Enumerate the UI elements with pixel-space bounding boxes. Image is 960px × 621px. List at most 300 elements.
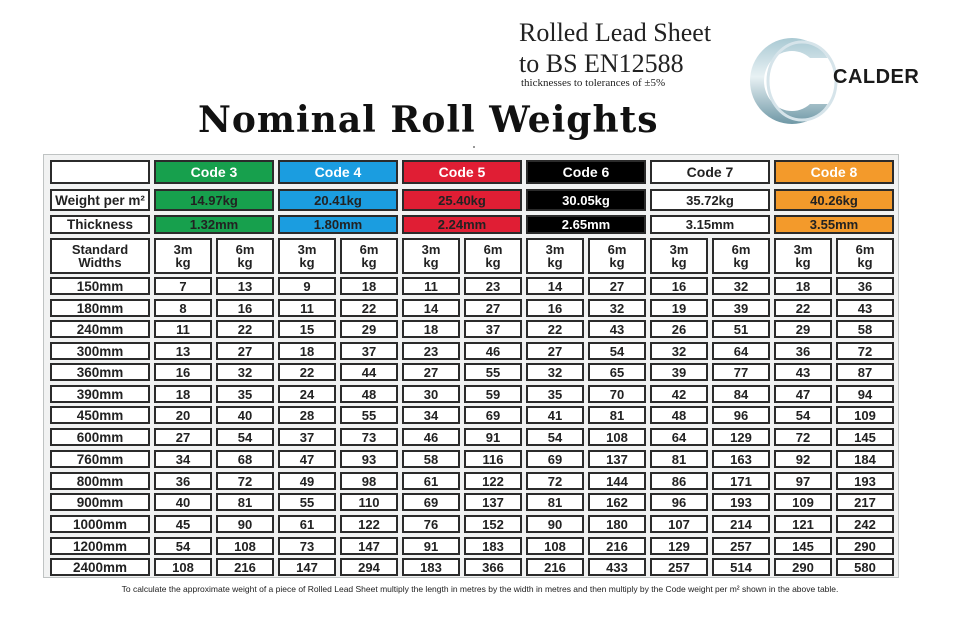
value-cell [526,320,584,338]
subheader-label [484,243,503,269]
weight-kg: 37 [361,343,377,359]
value-cell [836,515,894,533]
width-label: 2400mm [72,559,128,575]
weight-kg: 84 [733,386,749,402]
value-cell [650,428,708,446]
length-label: 3m [669,242,689,257]
weight-kg: 92 [795,451,811,467]
value-cell [774,537,832,555]
value-cell [712,277,770,295]
unit-label: kg [423,255,439,270]
value-cell [216,406,274,424]
weight-cell-code-6 [526,189,646,211]
weight-kg: 44 [361,364,377,380]
width-cell [50,472,150,490]
value-cell [588,493,646,511]
length-label: 6m [607,242,627,257]
value-cell [402,515,460,533]
code-name: Code 8 [810,163,858,180]
weight-kg: 27 [175,429,191,445]
weight-kg: 35 [547,386,563,402]
value-cell [402,428,460,446]
value-cell [278,299,336,317]
value-cell [588,320,646,338]
weight-cell-code-3 [154,189,274,211]
weight-kg: 65 [609,364,625,380]
value-cell [650,406,708,424]
weight-kg: 43 [609,321,625,337]
subheader-label [422,243,441,269]
weight-kg: 108 [172,559,194,575]
weight-kg: 22 [361,300,377,316]
value-cell [464,558,522,576]
weight-kg: 162 [606,494,628,510]
weight-kg: 39 [671,364,687,380]
weight-kg: 47 [299,451,315,467]
value-cell [464,363,522,381]
value-cell [526,406,584,424]
weight-kg: 81 [671,451,687,467]
value-cell [464,320,522,338]
thickness-cell-code-5 [402,215,522,234]
value-cell [340,537,398,555]
value-cell [526,363,584,381]
weight-kg: 36 [795,343,811,359]
value-cell [464,342,522,360]
value-cell [712,558,770,576]
value-cell [650,493,708,511]
value-cell [278,428,336,446]
weight-kg: 70 [609,386,625,402]
value-cell [836,472,894,490]
value-cell [340,558,398,576]
weight-kg: 122 [482,473,504,489]
value-cell [278,558,336,576]
weight-kg: 32 [671,343,687,359]
width-label: 800mm [76,473,124,489]
weight-kg: 27 [547,343,563,359]
weight-kg: 32 [733,278,749,294]
weight-kg: 109 [792,494,814,510]
value-cell [340,428,398,446]
value-cell [774,428,832,446]
value-cell [650,342,708,360]
value-cell [588,515,646,533]
width-cell [50,450,150,468]
subheader-code-4-3m [278,238,336,274]
value-cell [650,450,708,468]
weight-kg: 108 [234,538,256,554]
value-cell [774,450,832,468]
value-cell [588,406,646,424]
thickness-cell-code-8 [774,215,894,234]
length-label: 3m [297,242,317,257]
weight-kg: 11 [300,300,314,316]
value-cell [402,363,460,381]
value-cell [836,558,894,576]
length-label: 3m [421,242,441,257]
code-name: Code 7 [686,163,734,180]
weight-kg: 90 [237,516,253,532]
weight-kg: 27 [485,300,501,316]
code-header-5 [402,160,522,184]
weight-kg: 11 [424,278,438,294]
weight-kg: 433 [606,559,628,575]
weight-kg: 45 [175,516,191,532]
weight-kg: 64 [733,343,749,359]
thickness-value: 2.65mm [561,217,611,232]
weight-kg: 96 [671,494,687,510]
value-cell [340,450,398,468]
weight-kg: 20 [175,407,191,423]
weight-kg: 294 [358,559,380,575]
value-cell [464,537,522,555]
value-cell [402,450,460,468]
weight-kg: 116 [482,451,504,467]
weight-kg: 41 [547,407,563,423]
value-cell [402,277,460,295]
header-blank-cell [50,160,150,184]
weight-kg: 96 [733,407,749,423]
value-cell [340,385,398,403]
weight-kg: 81 [609,407,625,423]
weight-kg: 23 [423,343,439,359]
weight-kg: 144 [606,473,628,489]
weight-kg: 54 [795,407,811,423]
weight-kg: 72 [237,473,253,489]
width-label: 900mm [76,494,124,510]
value-cell [836,385,894,403]
weight-kg: 43 [857,300,873,316]
weight-kg: 37 [485,321,501,337]
length-label: 3m [173,242,193,257]
width-cell [50,406,150,424]
weight-kg: 48 [361,386,377,402]
weight-kg: 28 [299,407,315,423]
weight-kg: 46 [485,343,501,359]
value-cell [836,428,894,446]
value-cell [650,299,708,317]
value-cell [774,558,832,576]
width-label: 360mm [76,364,124,380]
value-cell [402,406,460,424]
weight-kg: 72 [547,473,563,489]
weight-kg: 72 [795,429,811,445]
weight-kg: 171 [730,473,752,489]
value-cell [340,277,398,295]
width-cell [50,299,150,317]
value-cell [836,493,894,511]
weight-kg: 91 [485,429,501,445]
code-header-6 [526,160,646,184]
value-cell [712,320,770,338]
weight-kg: 24 [299,386,315,402]
weight-kg: 16 [671,278,687,294]
weight-kg: 49 [299,473,315,489]
value-cell [712,428,770,446]
value-cell [588,277,646,295]
weight-kg: 180 [606,516,628,532]
value-cell [712,450,770,468]
weight-kg: 36 [175,473,191,489]
value-cell [650,515,708,533]
weight-kg: 46 [423,429,439,445]
weight-label-cell [50,189,150,211]
value-cell [774,406,832,424]
length-label: 6m [483,242,503,257]
code-header-3 [154,160,274,184]
weight-kg: 216 [234,559,256,575]
weight-kg: 22 [237,321,253,337]
value-cell [526,472,584,490]
weight-kg: 27 [609,278,625,294]
weight-kg: 16 [547,300,563,316]
value-cell [774,342,832,360]
unit-label: kg [671,255,687,270]
subtitle-line-2: to BS EN12588 [519,49,684,78]
weight-kg: 98 [361,473,377,489]
weight-kg: 34 [423,407,439,423]
weight-kg: 39 [733,300,749,316]
weight-kg: 14 [423,300,439,316]
width-cell [50,342,150,360]
width-cell [50,515,150,533]
value-cell [154,515,212,533]
weight-cell-code-4 [278,189,398,211]
value-cell [712,515,770,533]
value-cell [340,406,398,424]
weight-kg: 147 [296,559,318,575]
weight-value: 30.05kg [562,192,610,208]
weight-kg: 121 [792,516,814,532]
length-label: 6m [731,242,751,257]
weight-kg: 59 [485,386,501,402]
value-cell [836,450,894,468]
weight-kg: 8 [179,300,187,316]
width-cell [50,363,150,381]
value-cell [340,493,398,511]
weight-kg: 514 [730,559,752,575]
value-cell [154,493,212,511]
weight-kg: 242 [854,516,876,532]
width-label: 240mm [76,321,124,337]
widths-label-line1: Standard [71,242,129,257]
weight-kg: 64 [671,429,687,445]
weight-kg: 137 [606,451,628,467]
value-cell [154,385,212,403]
code-header-8 [774,160,894,184]
value-cell [650,472,708,490]
value-cell [216,537,274,555]
value-cell [216,515,274,533]
code-header-4 [278,160,398,184]
subheader-code-6-3m [526,238,584,274]
value-cell [526,385,584,403]
value-cell [836,299,894,317]
weight-kg: 216 [606,538,628,554]
value-cell [464,450,522,468]
weight-kg: 152 [482,516,504,532]
standard-widths-header [50,238,150,274]
value-cell [712,363,770,381]
value-cell [278,450,336,468]
weight-kg: 18 [299,343,315,359]
weight-kg: 29 [795,321,811,337]
value-cell [774,385,832,403]
subheader-code-8-3m [774,238,832,274]
weight-kg: 122 [358,516,380,532]
width-label: 180mm [76,300,124,316]
weight-kg: 193 [854,473,876,489]
value-cell [836,320,894,338]
weight-kg: 48 [671,407,687,423]
weight-kg: 87 [857,364,873,380]
weight-kg: 23 [485,278,501,294]
value-cell [154,428,212,446]
weight-kg: 34 [175,451,191,467]
value-cell [154,320,212,338]
weight-kg: 290 [792,559,814,575]
weight-kg: 55 [361,407,377,423]
weight-kg: 81 [237,494,253,510]
weight-kg: 109 [854,407,876,423]
unit-label: kg [795,255,811,270]
value-cell [774,363,832,381]
weight-kg: 73 [361,429,377,445]
widths-label-line2: Widths [78,255,122,270]
value-cell [216,299,274,317]
value-cell [712,493,770,511]
value-cell [278,320,336,338]
value-cell [402,299,460,317]
thickness-cell-code-3 [154,215,274,234]
weight-kg: 108 [606,429,628,445]
value-cell [216,342,274,360]
value-cell [836,342,894,360]
value-cell [650,385,708,403]
value-cell [216,450,274,468]
value-cell [774,493,832,511]
weight-kg: 14 [547,278,563,294]
weight-kg: 43 [795,364,811,380]
weight-kg: 217 [854,494,876,510]
weight-kg: 163 [730,451,752,467]
weight-kg: 76 [423,516,439,532]
weight-kg: 55 [299,494,315,510]
weight-kg: 35 [237,386,253,402]
weight-kg: 51 [733,321,749,337]
length-label: 3m [793,242,813,257]
weight-cell-code-8 [774,189,894,211]
weight-kg: 145 [792,538,814,554]
weight-kg: 37 [299,429,315,445]
weight-kg: 30 [423,386,439,402]
value-cell [588,342,646,360]
subheader-code-5-3m [402,238,460,274]
value-cell [340,472,398,490]
value-cell [526,537,584,555]
value-cell [154,277,212,295]
unit-label: kg [299,255,315,270]
weight-label: Weight per m² [55,192,145,208]
value-cell [402,558,460,576]
weight-kg: 18 [361,278,377,294]
subheader-code-3-3m [154,238,212,274]
value-cell [402,320,460,338]
value-cell [402,342,460,360]
weight-kg: 73 [299,538,315,554]
subheader-label [732,243,751,269]
value-cell [154,299,212,317]
width-cell [50,493,150,511]
subheader-code-4-6m [340,238,398,274]
value-cell [650,320,708,338]
value-cell [402,537,460,555]
value-cell [588,450,646,468]
width-cell [50,277,150,295]
value-cell [836,537,894,555]
weight-kg: 16 [175,364,191,380]
value-cell [712,537,770,555]
width-label: 300mm [76,343,124,359]
value-cell [588,537,646,555]
value-cell [588,363,646,381]
weight-kg: 32 [609,300,625,316]
value-cell [774,320,832,338]
weight-kg: 58 [857,321,873,337]
value-cell [340,363,398,381]
thickness-cell-code-7 [650,215,770,234]
weight-kg: 7 [179,278,187,294]
weight-cell-code-7 [650,189,770,211]
weight-kg: 107 [668,516,690,532]
unit-label: kg [733,255,749,270]
weight-kg: 40 [237,407,253,423]
thickness-value: 1.32mm [189,217,239,232]
subheader-code-7-6m [712,238,770,274]
weight-kg: 94 [857,386,873,402]
weight-kg: 145 [854,429,876,445]
decorative-dot [473,146,475,148]
weight-kg: 15 [299,321,315,337]
weight-kg: 18 [423,321,439,337]
unit-label: kg [857,255,873,270]
code-header-7 [650,160,770,184]
value-cell [526,515,584,533]
weight-kg: 61 [423,473,439,489]
weight-kg: 54 [609,343,625,359]
value-cell [216,428,274,446]
value-cell [464,299,522,317]
value-cell [712,342,770,360]
weight-kg: 61 [299,516,315,532]
unit-label: kg [361,255,377,270]
value-cell [712,406,770,424]
weight-kg: 366 [482,559,504,575]
width-label: 600mm [76,429,124,445]
width-label: 1000mm [72,516,128,532]
weight-kg: 214 [730,516,752,532]
weight-kg: 137 [482,494,504,510]
weight-kg: 193 [730,494,752,510]
value-cell [588,299,646,317]
value-cell [836,363,894,381]
weight-kg: 147 [358,538,380,554]
unit-label: kg [485,255,501,270]
value-cell [154,537,212,555]
weight-kg: 32 [547,364,563,380]
weight-kg: 580 [854,559,876,575]
